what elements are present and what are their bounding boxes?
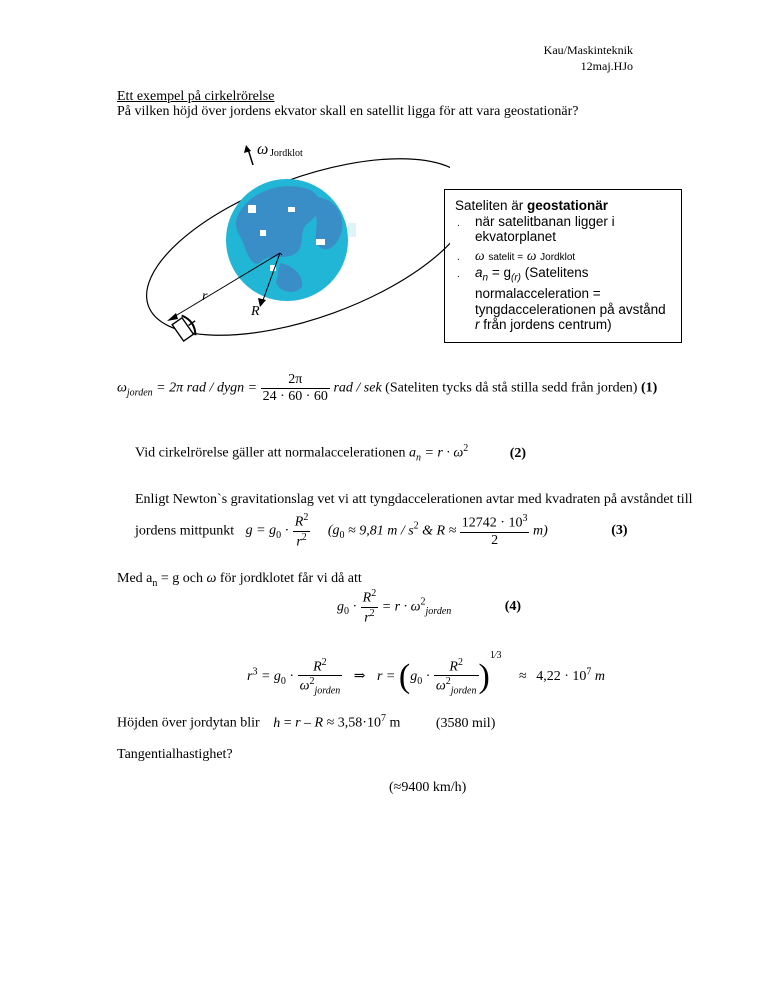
omega-symbol: ω <box>257 141 269 158</box>
infobox-item-1: . när satelitbanan ligger i ekvatorplanet <box>457 213 615 244</box>
equation-1: $\omega_{jorden} = 2\pi$ rad / dygn = $\frac{2\pi}{24 \cdot 60 \cdot 60}$ rad / sek (Sateliten tycks då stå stilla sedd från jorden) (1) <box>117 372 658 404</box>
equation-2: Vid cirkelrörelse gäller att normalaccelerationen $a_n = r \cdot \omega^2$ (2) <box>135 443 527 464</box>
infobox-prefix: Sateliten är <box>455 198 528 213</box>
page-title: Ett exempel på cirkelrörelse <box>117 89 275 104</box>
height-result: Höjden över jordytan blir $h = r - R \approx 3,58\cdot 10^7$ m (3580 mil) <box>117 713 496 731</box>
header-org: Kau/Maskinteknik <box>543 43 633 57</box>
omega-arrowhead <box>244 145 251 153</box>
eq3-intro: Enligt Newton`s gravitationslag vet vi att tyngdaccelerationen avtar med kvadraten på avståndet till <box>135 492 693 507</box>
r-label: r <box>202 289 208 304</box>
R-label: R <box>251 304 260 319</box>
orbit-figure <box>120 135 450 360</box>
equation-5: $r^3 = g_0$ · $\frac{R^2}{\omega^2_{jorden}}$ ⇒ $r = (g_0$ · $\frac{R^2}{\omega^2_{jorden}}$ )$^{1⁄3} \approx 4,22 \cdot 10^7$ m <box>247 650 605 697</box>
equation-3: jordens mittpunkt $g = g_0$ · $\frac{R^2}{r^2}$ ($g_0 \approx 9,81$ m / $s^2$ & R ≈ $\frac{12742 \cdot 10^3}{2}$ m) (3) <box>135 512 628 550</box>
eq4-intro: Med $a_n = g$ och ω för jordklotet får vi då att <box>117 571 362 589</box>
omega-sub: Jordklot <box>270 148 303 159</box>
question-text: På vilken höjd över jordens ekvator skall en satellit ligga för att vara geostationär? <box>117 104 579 119</box>
equation-4: $g_0$ · $\frac{R^2}{r^2}$ = $r \cdot \omega^2_{jorden}$ (4) <box>337 588 522 626</box>
header-date: 12maj.HJo <box>580 59 633 73</box>
geostationary-infobox <box>444 189 682 343</box>
tangential-answer: (≈9400 km/h) <box>389 780 467 795</box>
infobox-item-2: . ω satelit = ω Jordklot <box>457 247 576 263</box>
earth-globe <box>226 179 356 301</box>
tangential-question: Tangentialhastighet? <box>117 747 233 762</box>
infobox-bold: geostationär <box>527 198 609 213</box>
infobox-item-3: . $a_n = g_{(r)}$ (Satelitens normalacceleration = tyngdaccelerationen på avstånd r från jordens centrum) <box>457 265 666 333</box>
